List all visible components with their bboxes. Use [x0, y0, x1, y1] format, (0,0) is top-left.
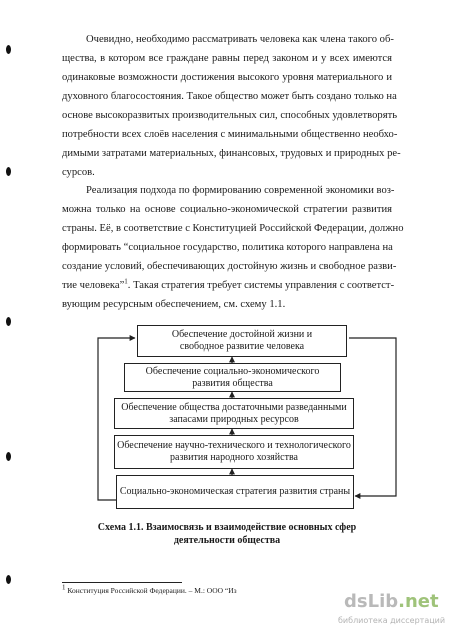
- footnote-marker[interactable]: 1: [124, 277, 128, 286]
- box-text: Обеспечение общества достаточными разведанными: [121, 401, 347, 413]
- footnote: $^1$ Конституция Российской Федерации. – М.: ООО “Из: [62, 583, 237, 595]
- text-line: страны. Её, в соответствие с Конституцией Российской Федерации, должно: [62, 223, 404, 234]
- text-line: основе высокоразвитых производительных сил, способных удовлетворять: [62, 110, 398, 121]
- text-line: потребности всех слоёв населения с минимальными общественно необхо-: [62, 129, 398, 140]
- text-line: Очевидно, необходимо рассматривать человека как члена такого об-: [86, 34, 394, 45]
- caption-line: Схема 1.1. Взаимосвязь и взаимодействие основных сфер: [97, 522, 357, 533]
- text-line: димыми затратами материальных, финансовых, трудовых и природных ре-: [62, 148, 401, 159]
- scheme-box-natural-resources: [114, 398, 354, 429]
- scheme-box-national-strategy: [116, 475, 354, 509]
- watermark-subtitle: библиотека диссертаций: [338, 616, 446, 625]
- box-text: Обеспечение социально-экономического: [145, 365, 320, 377]
- text-line: тие человека”$^1$. Такая стратегия требует системы управления с соответст-: [62, 277, 395, 291]
- text-line: одинаковые возможности достижения высокого уровня материального и: [62, 72, 392, 83]
- text-line: можна только на основе социально-экономической стратегии развития: [62, 204, 392, 215]
- box-text: развития общества: [192, 377, 273, 389]
- box-text: Обеспечение достойной жизни и: [171, 329, 313, 340]
- box-text: Обеспечение научно-технического и технологического: [117, 440, 351, 451]
- binding-hole-mark: [6, 575, 11, 584]
- text-line: Реализация подхода по формированию современной экономики воз-: [86, 185, 395, 196]
- text-line: щества, в котором все граждане равны перед законом и у всех имеются: [62, 53, 392, 64]
- text-line: создание условий, обеспечивающих достойную жизнь и свободное разви-: [62, 261, 397, 272]
- box-text: запасами природных ресурсов: [169, 413, 299, 425]
- scheme-box-scientific-technical: [114, 435, 354, 469]
- watermark-logo: dsLib.net: [344, 591, 439, 612]
- text-line: вующим ресурсным обеспечением, см. схему 1.1.: [62, 299, 286, 310]
- footnote-divider: [62, 582, 182, 583]
- scheme-caption: [62, 521, 392, 547]
- text-line: духовного благосостояния. Такое общество может быть создано только на: [62, 91, 397, 102]
- scheme-box-human-development: [137, 325, 347, 357]
- dslib-watermark[interactable]: [338, 591, 446, 631]
- box-text: развития народного хозяйства: [170, 452, 298, 463]
- text-line: формировать “социальное государство, политика которого направлена на: [62, 242, 393, 253]
- box-text: свободное развитие человека: [179, 341, 305, 352]
- caption-line: деятельности общества: [173, 535, 281, 546]
- box-text: Социально-экономическая стратегия развития страны: [119, 486, 351, 497]
- text-line: сурсов.: [62, 167, 95, 178]
- scheme-box-socioeconomic-development: [124, 363, 341, 392]
